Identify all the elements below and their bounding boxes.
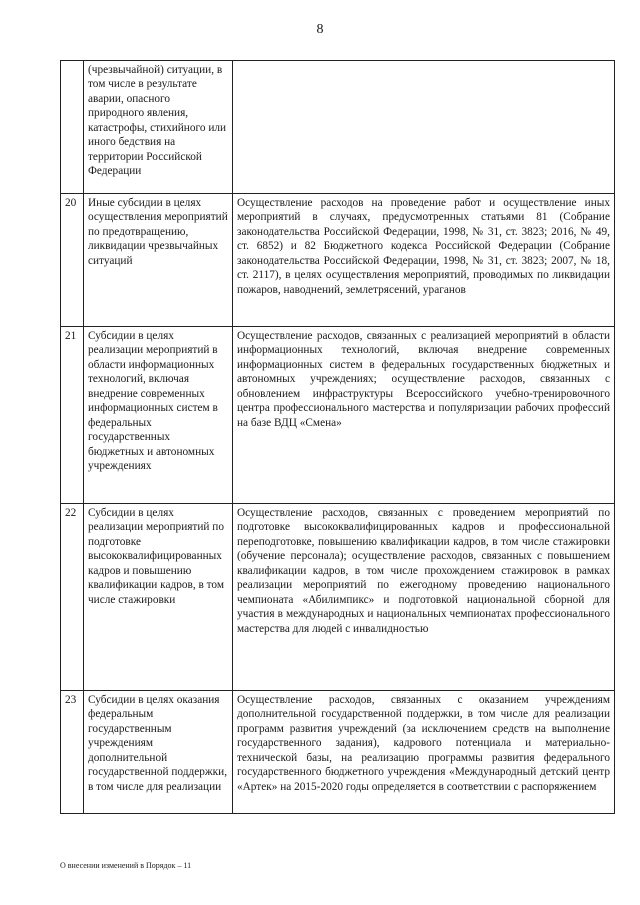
table-row <box>61 327 615 504</box>
table-row <box>61 691 615 814</box>
row-number: 22 <box>61 504 84 691</box>
document-footer: О внесении изменений в Порядок – 11 <box>60 861 192 870</box>
row-number: 23 <box>61 691 84 814</box>
subsidy-description: Осуществление расходов на проведение работ и осуществление иных мероприятий в случаях, предусмотренных статьями 81 (Собрание законодательства Российской Федерации, 1998, № 31, ст. 3823; 2016, № 49, ст. 6852) и 82 Бюджетного кодекса Российской Федерации (Собрание законодательства Российской Федерации, 1998, № 31, ст. 3823; 2007, № 18, ст. 2117), в целях осуществления мероприятий, проводимых по ликвидации пожаров, наводнений, землетрясений, ураганов <box>233 194 615 327</box>
subsidy-name: (чрезвычайной) ситуации, в том числе в результате аварии, опасного природного явления, катастрофы, стихийного или иного бедствия на территории Российской Федерации <box>84 61 233 194</box>
table-row <box>61 194 615 327</box>
subsidy-description <box>233 61 615 194</box>
subsidy-name: Субсидии в целях реализации мероприятий в области информационных технологий, включая внедрение современных информационных систем в федеральных государственных бюджетных и автономных учреждениях <box>84 327 233 504</box>
page-number: 8 <box>316 22 324 37</box>
subsidies-table <box>60 60 615 814</box>
subsidy-name: Субсидии в целях оказания федеральным государственным учреждениям дополнительной государственной поддержки, в том числе для реализации <box>84 691 233 814</box>
subsidy-name: Субсидии в целях реализации мероприятий по подготовке высококвалифицированных кадров и повышению квалификации кадров, в том числе стажировки <box>84 504 233 691</box>
table-row <box>61 61 615 194</box>
row-number: 20 <box>61 194 84 327</box>
subsidy-name: Иные субсидии в целях осуществления мероприятий по предотвращению, ликвидации чрезвычайных ситуаций <box>84 194 233 327</box>
table-row <box>61 504 615 691</box>
subsidy-description: Осуществление расходов, связанных с оказанием учреждениям дополнительной государственной поддержки, в том числе для реализации программ развития учреждений (за исключением средств на выполнение государственного задания), кадрового потенциала и материально-технической базы, на реализацию программы развития федерального государственного бюджетного учреждения «Международный детский центр «Артек» на 2015-2020 годы определяется в соответствии с распоряжением <box>233 691 615 814</box>
subsidy-description: Осуществление расходов, связанных с проведением мероприятий по подготовке высококвалифицированных кадров и профессиональной переподготовке, повышению квалификации кадров, в том числе стажировки (обучение персонала); осуществление расходов, связанных с повышением квалификации кадров, в том числе прохождением стажировок в рамках реализации мероприятий по ежегодному проведению национального чемпионата «Абилимпикс» и подготовкой национальной сборной для участия в международных и национальных чемпионатах профессионального мастерства для людей с инвалидностью <box>233 504 615 691</box>
row-number <box>61 61 84 194</box>
row-number: 21 <box>61 327 84 504</box>
subsidy-description: Осуществление расходов, связанных с реализацией мероприятий в области информационных технологий, включая внедрение современных информационных систем в федеральных государственных бюджетных и автономных учреждениях; осуществление расходов, связанных с обновлением инфраструктуры Всероссийского учебно-тренировочного центра профессионального мастерства и популяризации рабочих профессий на базе ВДЦ «Смена» <box>233 327 615 504</box>
